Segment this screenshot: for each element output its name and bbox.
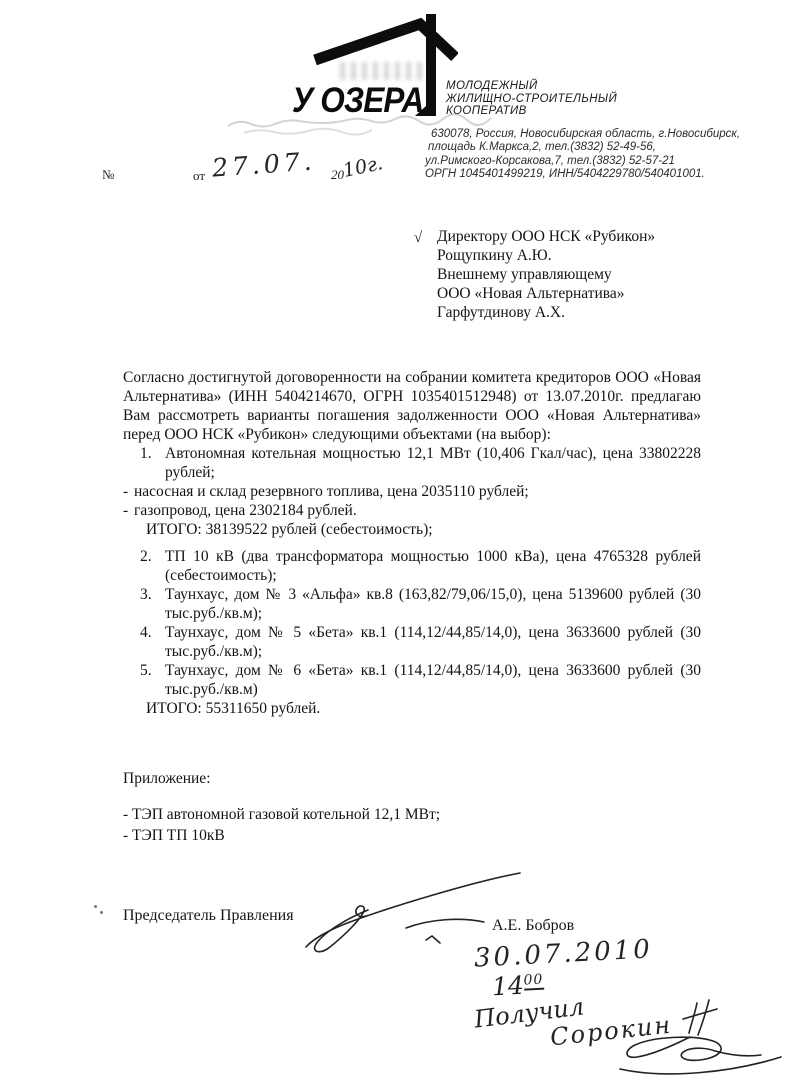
list-item-marker: - [123, 483, 129, 500]
list-item-marker: - [123, 502, 129, 519]
org-logo-name: У ОЗЕРА [292, 81, 424, 120]
list-item [123, 585, 701, 623]
signature-title: Председатель Правления [123, 907, 294, 924]
letter-body [123, 368, 701, 846]
attachment-line: - ТЭП автономной газовой котельной 12,1 МВт; [123, 806, 441, 823]
list-item-marker: 4. [140, 624, 152, 641]
list-item-text: Таунхаус, дом № 5 «Бета» кв.1 (114,12/44,85/14,0), цена 3633600 рублей (30 тыс.руб./кв.м); [165, 624, 701, 660]
total-line [123, 699, 701, 718]
ref-year-printed: 20 [331, 167, 344, 182]
list-item-text: Таунхаус, дом № 3 «Альфа» кв.8 (163,82/79,06/15,0), цена 5139600 рублей (30 тыс.руб./кв.м); [165, 586, 701, 622]
list-item-text: насосная и склад резервного топлива, цена 2035110 рублей; [134, 483, 529, 500]
org-type-line: КООПЕРАТИВ [446, 105, 527, 117]
received-by-handwritten: Сорокин [548, 1010, 674, 1052]
list-item-marker: 5. [140, 662, 152, 679]
ref-number-label: № [102, 167, 115, 182]
subtotal-text: ИТОГО: 38139522 рублей (себестоимость); [146, 521, 433, 538]
list-item [123, 482, 701, 501]
list-item [123, 547, 701, 585]
received-time-handwritten [491, 970, 544, 1002]
received-time-minutes: 00 [523, 971, 544, 989]
received-time-hours: 14 [491, 970, 525, 1002]
attachment-list [123, 804, 701, 846]
ref-year-handwritten: 10г. [341, 152, 385, 182]
attachment-title: Приложение: [123, 770, 211, 787]
body-paragraph: Согласно достигнутой договоренности на собрании комитета кредиторов ООО «Новая Альтернатива» (ИНН 5404214670, ОГРН 1035401512948) от 13.07.2010г. предлагаю Вам рассмотреть варианты погашения задолженности ООО «Новая Альтернатива» перед ООО НСК «Рубикон» следующими объектами (на выбор): [123, 369, 701, 443]
addressee-checkmark: √ [414, 230, 423, 246]
total-text: ИТОГО: 55311650 рублей. [146, 700, 321, 717]
addressee-block [437, 227, 655, 322]
list-item-text: Автономная котельная мощностью 12,1 МВт (10,406 Гкал/час), цена 33802228 рублей; [165, 445, 701, 481]
address-line: площадь К.Маркса,2, тел.(3832) 52-49-56, [428, 141, 656, 154]
list-item-text: газопровод, цена 2302184 рублей. [134, 502, 357, 519]
address-line: ул.Римского-Корсакова,7, тел.(3832) 52-57-21 [425, 154, 675, 167]
addressee-line: Гарфутдинову А.Х. [437, 304, 565, 321]
scan-dot [100, 911, 103, 914]
org-type-line: ЖИЛИЩНО-СТРОИТЕЛЬНЫЙ [446, 92, 618, 105]
attachment-line: - ТЭП ТП 10кВ [123, 827, 225, 844]
list-item-marker: 2. [140, 548, 152, 565]
addressee-line: ООО «Новая Альтернатива» [437, 285, 625, 302]
list-item [123, 661, 701, 699]
list-item-marker: 3. [140, 586, 152, 603]
addressee-line: Директору ООО НСК «Рубикон» [437, 228, 656, 245]
org-type-line: МОЛОДЕЖНЫЙ [446, 80, 538, 92]
subtotal-line [123, 520, 701, 539]
list-item-marker: 1. [140, 445, 152, 462]
list-item [123, 501, 701, 520]
addressee-line: Внешнему управляющему [437, 266, 612, 283]
ref-from-label: от [193, 168, 206, 183]
ref-date-handwritten: 27.07. [211, 146, 317, 183]
list-item [123, 623, 701, 661]
recipient-signature [595, 995, 785, 1085]
address-line: 630078, Россия, Новосибирская область, г.Новосибирск, [431, 128, 741, 140]
stamp-smudge [340, 62, 425, 80]
received-date-handwritten: 30.07.2010 [473, 934, 654, 974]
signature-name: А.Е. Бобров [492, 917, 575, 934]
list-item-text: Таунхаус, дом № 6 «Бета» кв.1 (114,12/44,85/14,0), цена 3633600 рублей (30 тыс.руб./кв.м) [165, 662, 701, 698]
addressee-line: Рощупкину А.Ю. [437, 247, 552, 264]
list-item [123, 444, 701, 482]
list-item-text: ТП 10 кВ (два трансформатора мощностью 1000 кВа), цена 4765328 рублей (себестоимость); [165, 548, 701, 584]
received-label-handwritten: Получил [472, 992, 586, 1034]
org-address-block [425, 128, 797, 182]
address-line: ОРГН 1045401499219, ИНН/5404229780/540401001. [425, 168, 705, 181]
scan-dot [94, 905, 97, 908]
